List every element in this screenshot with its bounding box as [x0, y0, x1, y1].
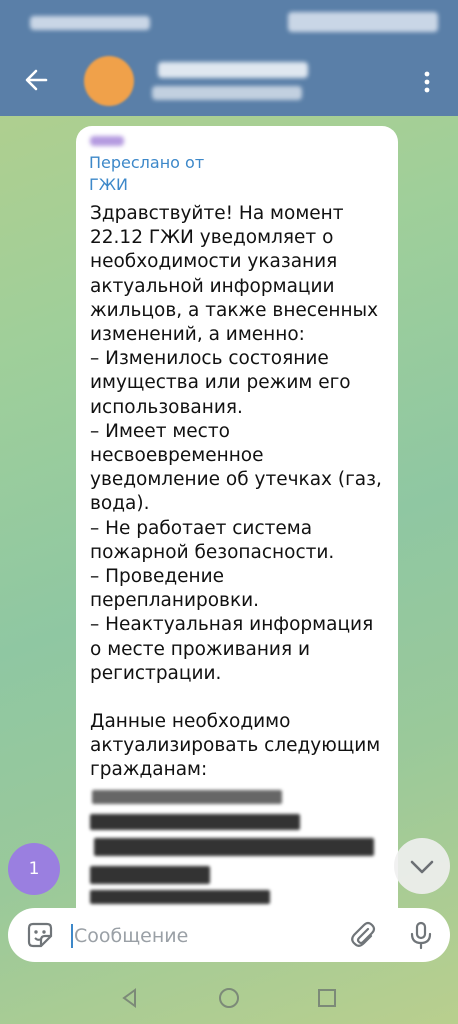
status-blurred-time	[30, 16, 150, 30]
message-composer	[8, 908, 450, 962]
system-nav-bar	[0, 970, 458, 1024]
redacted-list	[90, 788, 390, 908]
square-recent-icon	[315, 986, 339, 1010]
triangle-back-icon	[118, 986, 142, 1010]
redacted-line	[90, 866, 210, 884]
message-paragraph: Здравствуйте! На момент 22.12 ГЖИ уведомляет о необходимости указания актуальной информации жильцов, а также внесенных изменений, а именно:	[90, 203, 379, 346]
arrow-left-icon	[16, 60, 56, 100]
avatar[interactable]	[84, 56, 134, 106]
message-paragraph: – Проведение перепланировки.	[90, 566, 260, 612]
message-paragraph: Данные необходимо актуализировать следующим гражданам:	[90, 711, 381, 781]
status-bar	[0, 0, 458, 46]
back-button[interactable]	[16, 60, 56, 100]
chat-subtitle-blurred	[152, 86, 302, 100]
unread-count-badge[interactable]: 1	[8, 843, 60, 895]
nav-home-button[interactable]	[217, 986, 241, 1010]
emoji-button[interactable]	[26, 921, 54, 949]
menu-button[interactable]	[412, 62, 442, 102]
circle-home-icon	[217, 986, 241, 1010]
message-paragraph: – Не работает система пожарной безопасности.	[90, 517, 335, 563]
message-text	[90, 202, 390, 783]
status-blurred-icons	[288, 12, 438, 32]
paperclip-icon	[348, 920, 378, 950]
emoji-sticker-icon	[26, 921, 54, 949]
chevron-down-icon	[394, 838, 450, 894]
message-paragraph: – Неактуальная информация о месте проживания и регистрации.	[90, 614, 374, 684]
message-input[interactable]	[72, 918, 336, 954]
microphone-icon	[406, 920, 436, 950]
nav-back-button[interactable]	[118, 986, 142, 1010]
message-paragraph: – Имеет место несвоевременное уведомление об утечках (газ, вода).	[90, 420, 382, 515]
redacted-line	[90, 890, 270, 904]
scroll-down-button[interactable]	[394, 838, 450, 894]
chat-title-blurred	[158, 62, 308, 78]
forwarded-label: Переслано от	[89, 153, 205, 172]
kebab-menu-icon	[412, 62, 442, 102]
sender-name-blurred	[90, 136, 124, 146]
message-paragraph: – Изменилось состояние имущества или режим его использования.	[90, 348, 351, 418]
chat-header	[0, 46, 458, 116]
nav-recent-button[interactable]	[315, 986, 339, 1010]
redacted-line	[92, 790, 282, 804]
paragraph-gap	[90, 686, 390, 710]
forwarded-from[interactable]: ГЖИ	[89, 175, 128, 194]
attach-button[interactable]	[348, 920, 378, 950]
redacted-line	[90, 814, 300, 830]
microphone-button[interactable]	[406, 920, 436, 950]
redacted-line	[94, 838, 374, 856]
